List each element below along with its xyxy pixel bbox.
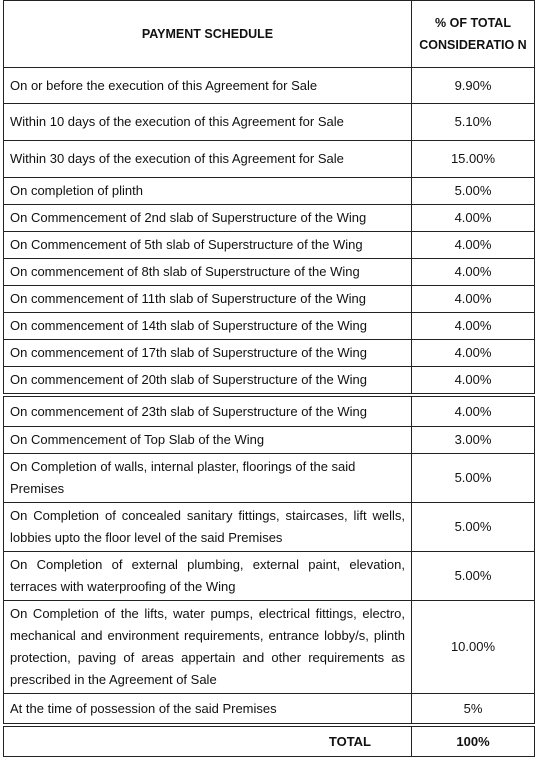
table-row <box>4 340 535 367</box>
row-percent: 5% <box>412 694 535 724</box>
total-row <box>4 727 535 757</box>
header-payment-schedule: PAYMENT SCHEDULE <box>4 1 412 68</box>
row-percent: 15.00% <box>412 141 535 178</box>
row-description: On commencement of 8th slab of Superstructure of the Wing <box>4 259 412 286</box>
table-row <box>4 694 535 724</box>
row-description: On commencement of 23th slab of Superstructure of the Wing <box>4 397 412 427</box>
row-description: On Commencement of 2nd slab of Superstructure of the Wing <box>4 205 412 232</box>
row-description: On Completion of walls, internal plaster, floorings of the said Premises <box>4 454 412 503</box>
row-percent: 3.00% <box>412 427 535 454</box>
row-description: On Completion of external plumbing, external paint, elevation, terraces with waterproofing of the Wing <box>4 552 412 601</box>
table-row <box>4 552 535 601</box>
row-percent: 4.00% <box>412 397 535 427</box>
row-percent: 9.90% <box>412 68 535 104</box>
row-percent: 5.00% <box>412 552 535 601</box>
row-percent: 4.00% <box>412 232 535 259</box>
row-description: On or before the execution of this Agreement for Sale <box>4 68 412 104</box>
row-percent: 4.00% <box>412 367 535 394</box>
row-description: On Commencement of 5th slab of Superstructure of the Wing <box>4 232 412 259</box>
table-row <box>4 601 535 694</box>
row-percent: 5.00% <box>412 454 535 503</box>
row-description: On commencement of 14th slab of Superstructure of the Wing <box>4 313 412 340</box>
table-header-row <box>4 1 535 68</box>
row-percent: 5.00% <box>412 503 535 552</box>
header-percent-consideration: % OF TOTAL CONSIDERATIO N <box>412 1 535 68</box>
row-percent: 5.00% <box>412 178 535 205</box>
row-percent: 4.00% <box>412 205 535 232</box>
row-percent: 4.00% <box>412 259 535 286</box>
row-description: On Completion of concealed sanitary fittings, staircases, lift wells, lobbies upto the floor level of the said Premises <box>4 503 412 552</box>
table-row <box>4 286 535 313</box>
table-row <box>4 141 535 178</box>
row-percent: 5.10% <box>412 104 535 141</box>
row-description: On Commencement of Top Slab of the Wing <box>4 427 412 454</box>
payment-schedule-table <box>3 0 535 757</box>
table-row <box>4 104 535 141</box>
table-row <box>4 178 535 205</box>
total-label: TOTAL <box>4 727 412 757</box>
row-description: At the time of possession of the said Premises <box>4 694 412 724</box>
row-description: Within 10 days of the execution of this Agreement for Sale <box>4 104 412 141</box>
table-row <box>4 454 535 503</box>
row-description: On Completion of the lifts, water pumps, electrical fittings, electro, mechanical and environment requirements, entrance lobby/s, plinth protection, paving of areas appertain and other requirements as prescribed in the Agreement of Sale <box>4 601 412 694</box>
table-row <box>4 68 535 104</box>
table-row <box>4 367 535 394</box>
row-description: Within 30 days of the execution of this Agreement for Sale <box>4 141 412 178</box>
row-percent: 4.00% <box>412 313 535 340</box>
row-percent: 10.00% <box>412 601 535 694</box>
table-row <box>4 313 535 340</box>
row-description: On completion of plinth <box>4 178 412 205</box>
row-description: On commencement of 20th slab of Superstructure of the Wing <box>4 367 412 394</box>
table-row <box>4 427 535 454</box>
table-row <box>4 397 535 427</box>
row-description: On commencement of 11th slab of Superstructure of the Wing <box>4 286 412 313</box>
table-row <box>4 205 535 232</box>
row-description: On commencement of 17th slab of Superstructure of the Wing <box>4 340 412 367</box>
table-row <box>4 259 535 286</box>
total-percent: 100% <box>412 727 535 757</box>
row-percent: 4.00% <box>412 286 535 313</box>
row-percent: 4.00% <box>412 340 535 367</box>
table-row <box>4 503 535 552</box>
table-row <box>4 232 535 259</box>
